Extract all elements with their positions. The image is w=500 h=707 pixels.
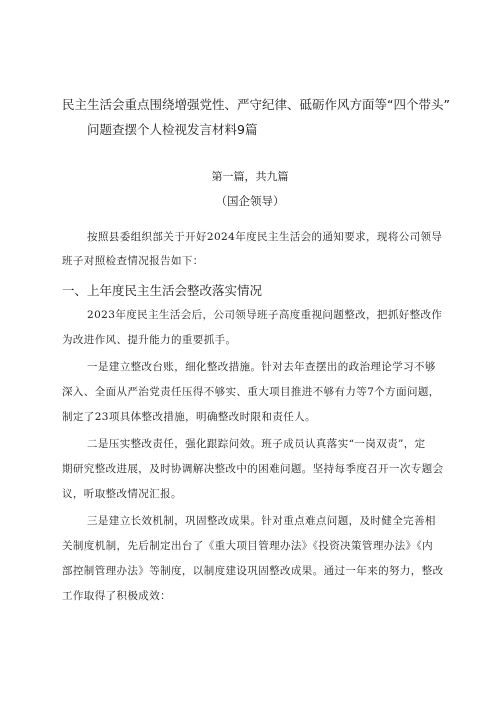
para-3-line-2: 期研究整改进展，及时协调解决整改中的困难问题。坚持每季度召开一次专题会 bbox=[62, 463, 444, 475]
para-3-line-3: 议，听取整改情况汇报。 bbox=[62, 488, 182, 500]
para-2-line-1: 一是建立整改台账，细化整改措施。针对去年查摆出的政治理论学习不够 bbox=[87, 361, 436, 373]
document-title-line-2: 问题查摆个人检视发言材料9篇 bbox=[87, 122, 258, 137]
intro-line-1: 按照县委组织部关于开好2024年度民主生活会的通知要求，现将公司领导 bbox=[87, 231, 443, 243]
para-2-line-2: 深入、全面从严治党责任压得不够实、重大项目推进不够有力等7个方面问题， bbox=[62, 386, 440, 398]
para-2-line-3: 制定了23项具体整改措施，明确整改时限和责任人。 bbox=[62, 411, 316, 423]
intro-line-2: 班子对照检查情况报告如下： bbox=[62, 255, 204, 267]
chapter-label: 第一篇，共九篇 bbox=[211, 170, 289, 183]
para-1-line-2: 为改进作风、提升能力的重要抓手。 bbox=[62, 334, 237, 346]
para-4-line-2: 关制度机制，先后制定出台了《重大项目管理办法》《投资决策管理办法》《内 bbox=[62, 540, 433, 552]
role-label: （国企领导） bbox=[215, 194, 285, 208]
section-1-heading: 一、上年度民主生活会整改落实情况 bbox=[62, 283, 263, 298]
document-title-line-1: 民主生活会重点围绕增强党性、严守纪律、砥砺作风方面等“四个带头” bbox=[62, 97, 450, 112]
para-4-line-3: 部控制管理办法》等制度，以制度建设巩固整改成果。通过一年来的努力，整改 bbox=[62, 565, 444, 577]
para-3-line-1: 二是压实整改责任，强化跟踪问效。班子成员认真落实“一岗双责”，定 bbox=[87, 438, 426, 450]
para-4-line-1: 三是建立长效机制，巩固整改成果。针对重点难点问题，及时健全完善相 bbox=[87, 515, 436, 527]
para-4-line-4: 工作取得了积极成效： bbox=[62, 590, 171, 602]
para-1-line-1: 2023年度民主生活会后，公司领导班子高度重视问题整改，把抓好整改作 bbox=[87, 309, 443, 321]
